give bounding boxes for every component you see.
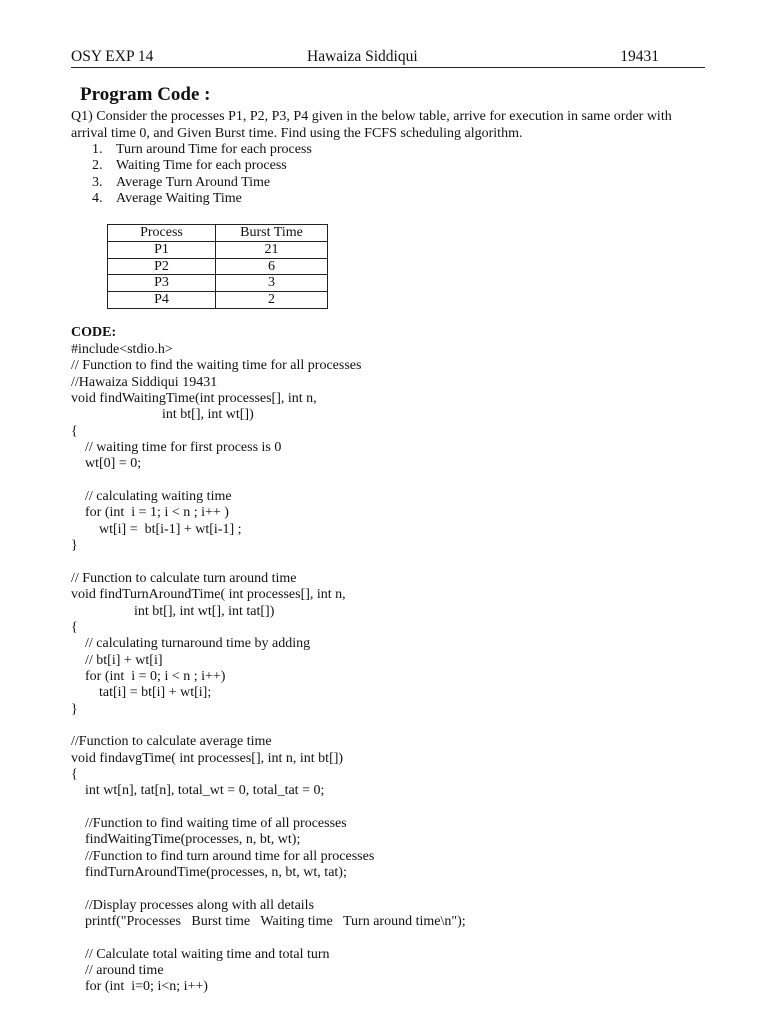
process-table bbox=[107, 224, 328, 309]
code-line: void findWaitingTime(int processes[], int n, bbox=[71, 391, 317, 407]
process-cell: P1 bbox=[108, 241, 216, 258]
code-line: // Calculate total waiting time and total turn bbox=[71, 946, 330, 962]
code-line: wt[i] = bt[i-1] + wt[i-1] ; bbox=[71, 521, 242, 537]
code-line: wt[0] = 0; bbox=[71, 456, 142, 472]
code-line: findWaitingTime(processes, n, bt, wt); bbox=[71, 832, 301, 848]
code-line: // Function to find the waiting time for all processes bbox=[71, 358, 362, 374]
code-line: //Display processes along with all details bbox=[71, 897, 315, 913]
code-line bbox=[71, 473, 466, 489]
code-line: { bbox=[71, 619, 78, 635]
code-line: void findTurnAroundTime( int processes[], int n, bbox=[71, 587, 346, 603]
code-line: // Function to calculate turn around time bbox=[71, 570, 297, 586]
list-item-number: 1. bbox=[92, 142, 103, 157]
code-line: void findavgTime( int processes[], int n, int bt[]) bbox=[71, 750, 344, 766]
burst-time-cell: 6 bbox=[216, 258, 328, 275]
code-line: for (int i=0; i<n; i++) bbox=[71, 979, 208, 995]
table-header-row bbox=[108, 225, 328, 242]
code-line: //Function to find turn around time for all processes bbox=[71, 848, 375, 864]
list-item-number: 4. bbox=[92, 190, 103, 206]
code-line: tat[i] = bt[i] + wt[i]; bbox=[71, 685, 212, 701]
list-item-number: 3. bbox=[92, 174, 103, 190]
code-line bbox=[71, 881, 466, 897]
page-title: Program Code : bbox=[80, 84, 211, 105]
code-line: int bt[], int wt[]) bbox=[71, 407, 254, 423]
code-line: //Function to find waiting time of all processes bbox=[71, 815, 347, 831]
code-line: int bt[], int wt[], int tat[]) bbox=[71, 603, 275, 619]
code-line bbox=[71, 554, 466, 570]
code-line: //Function to calculate average time bbox=[71, 734, 272, 750]
table-row bbox=[108, 241, 328, 258]
code-line: int wt[n], tat[n], total_wt = 0, total_tat = 0; bbox=[71, 783, 325, 799]
burst-time-cell: 2 bbox=[216, 292, 328, 309]
process-cell: P4 bbox=[108, 292, 216, 309]
list-item bbox=[92, 158, 312, 174]
code-line: //Hawaiza Siddiqui 19431 bbox=[71, 374, 218, 390]
code-line: // waiting time for first process is 0 bbox=[71, 440, 282, 456]
code-line: for (int i = 1; i < n ; i++ ) bbox=[71, 505, 229, 521]
table-row bbox=[108, 292, 328, 309]
list-item-text: Waiting Time for each process bbox=[116, 158, 287, 174]
code-line: // calculating turnaround time by adding bbox=[71, 636, 311, 652]
list-item-text: Average Waiting Time bbox=[116, 190, 242, 206]
code-line: // calculating waiting time bbox=[71, 489, 232, 505]
code-block bbox=[71, 342, 466, 996]
code-line: findTurnAroundTime(processes, n, bt, wt, tat); bbox=[71, 865, 347, 880]
burst-time-cell: 3 bbox=[216, 275, 328, 292]
burst-time-cell: 21 bbox=[216, 241, 328, 258]
code-label: CODE: bbox=[71, 325, 117, 340]
column-header-process: Process bbox=[108, 225, 216, 242]
code-line: } bbox=[71, 538, 78, 554]
process-cell: P3 bbox=[108, 275, 216, 292]
question-text: Q1) Consider the processes P1, P2, P3, P4 given in the below table, arrive for execution in same order with arrival time 0, and Given Burst time. Find using the FCFS scheduling algorithm. bbox=[71, 109, 672, 141]
code-line bbox=[71, 718, 466, 734]
code-line: printf("Processes Burst time Waiting time Turn around time\n"); bbox=[71, 914, 466, 930]
header-author: Hawaiza Siddiqui bbox=[307, 48, 418, 65]
page-header bbox=[71, 47, 705, 68]
code-line: for (int i = 0; i < n ; i++) bbox=[71, 668, 226, 684]
list-item bbox=[92, 191, 312, 207]
code-line: { bbox=[71, 423, 78, 439]
code-line: { bbox=[71, 766, 78, 782]
code-line: // bt[i] + wt[i] bbox=[71, 652, 163, 668]
process-cell: P2 bbox=[108, 258, 216, 275]
code-line: } bbox=[71, 701, 78, 717]
list-item bbox=[92, 142, 312, 158]
header-course: OSY EXP 14 bbox=[71, 48, 154, 65]
list-item-text: Average Turn Around Time bbox=[116, 174, 271, 190]
code-line bbox=[71, 930, 466, 946]
list-item bbox=[92, 175, 312, 191]
code-line: #include<stdio.h> bbox=[71, 342, 173, 357]
list-item-text: Turn around Time for each process bbox=[116, 142, 312, 157]
question-list bbox=[92, 142, 312, 207]
table-row bbox=[108, 275, 328, 292]
column-header-burst-time: Burst Time bbox=[216, 225, 328, 242]
list-item-number: 2. bbox=[92, 158, 103, 174]
code-line: // around time bbox=[71, 963, 164, 979]
code-line bbox=[71, 800, 466, 816]
header-roll-number: 19431 bbox=[620, 48, 659, 65]
table-row bbox=[108, 258, 328, 275]
